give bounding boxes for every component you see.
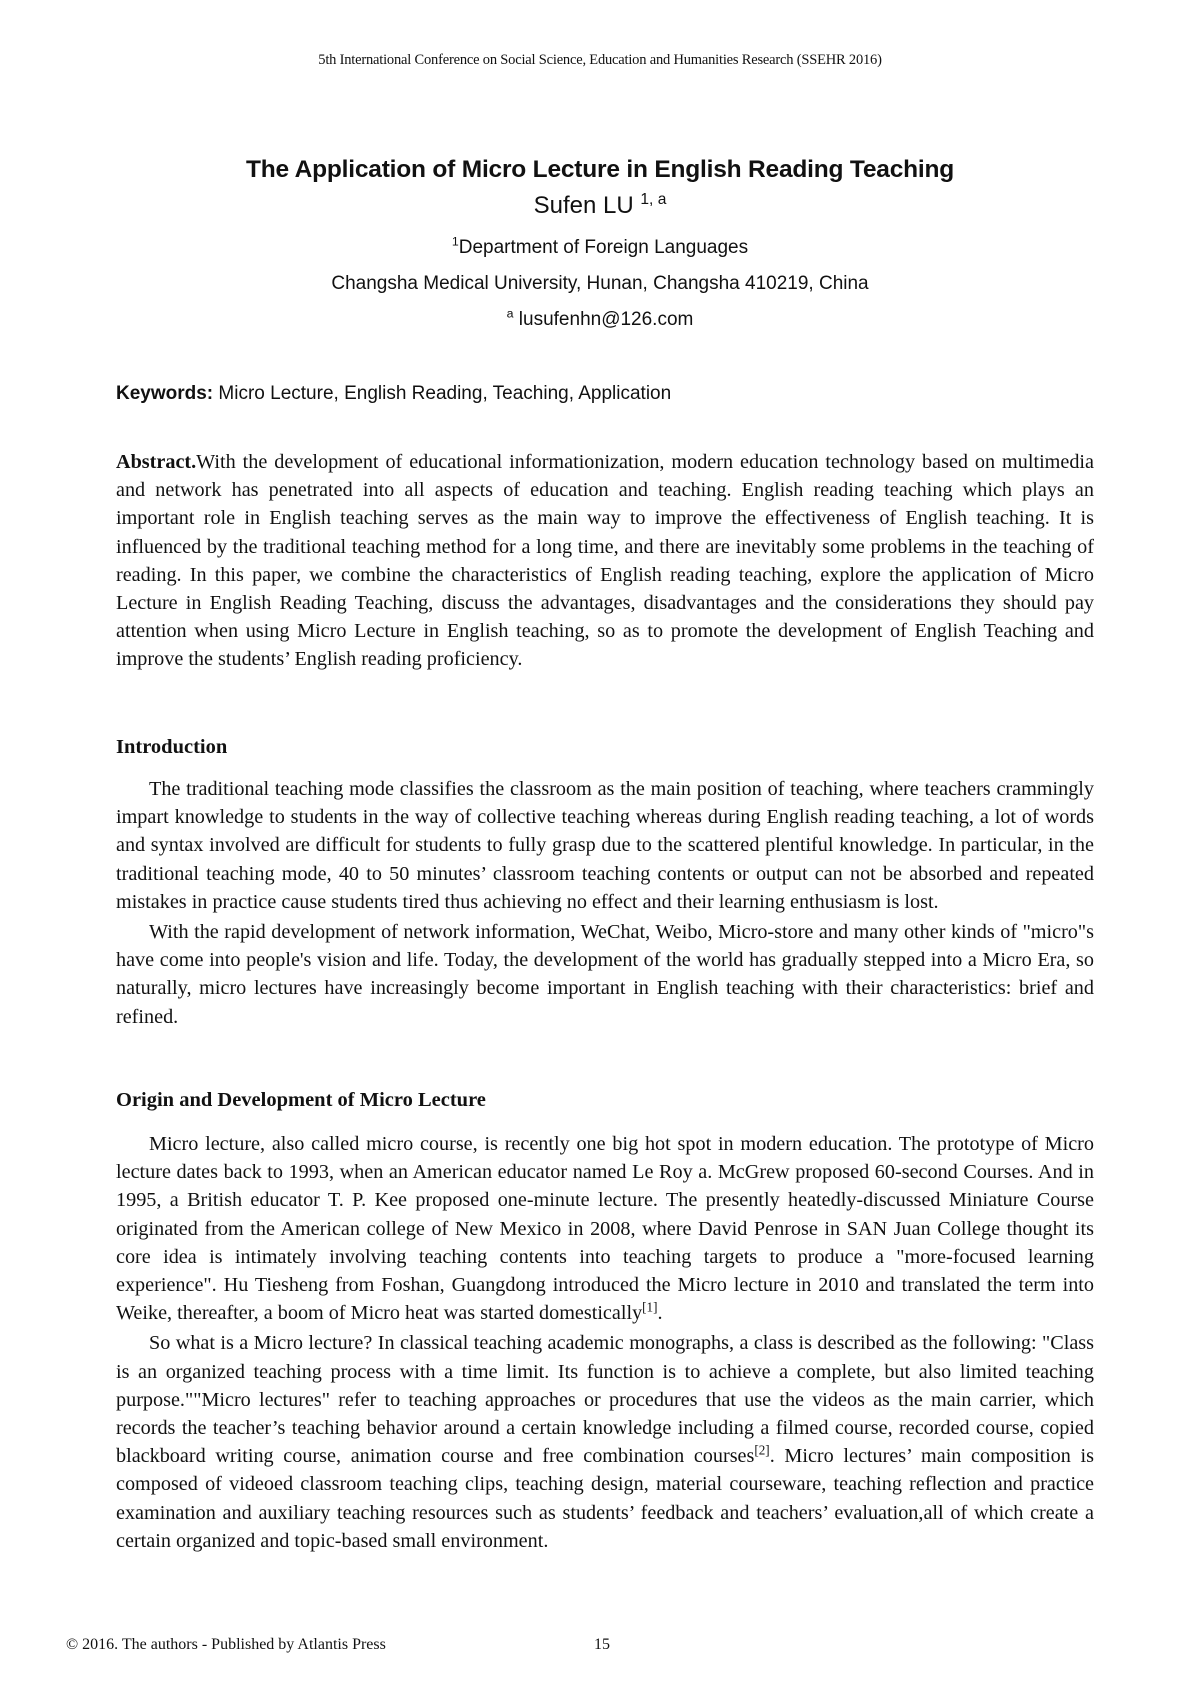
author-superscript: 1, a: [640, 191, 667, 208]
keywords: [116, 383, 671, 405]
affiliation: [0, 230, 1200, 338]
abstract: [116, 448, 1094, 674]
section-origin: [116, 1130, 1094, 1555]
paragraph-text: Micro lecture, also called micro course, is recently one big hot spot in modern education. The prototype of Micro lecture dates back to 1993, when an American educator named Le Roy a. McGrew proposed 60-second Courses. And in 1995, a British educator T. P. Kee proposed one-minute lecture. The presently heatedly-discussed Miniature Course originated from the American college of New Mexico in 2008, where David Penrose in SAN Juan College thought its core idea is intimately involving teaching contents into teaching targets to produce a "more-focused learning experience". Hu Tiesheng from Foshan, Guangdong introduced the Micro lecture in 2010 and translated the term into Weike, thereafter, a boom of Micro heat was started domestically: [116, 1133, 1094, 1325]
paragraph: [116, 1329, 1094, 1555]
title-block: [0, 156, 1200, 338]
section-heading-origin: Origin and Development of Micro Lecture: [116, 1089, 486, 1111]
abstract-text: With the development of educational informationization, modern education technology based on multimedia and network has penetrated into all aspects of education and teaching. English reading teaching which plays an important role in English teaching serves as the main way to improve the effectiveness of English teaching. It is influenced by the traditional teaching method for a long time, and there are inevitably some problems in the teaching of reading. In this paper, we combine the characteristics of English reading teaching, explore the application of Micro Lecture in English Reading Teaching, discuss the advantages, disadvantages and the considerations they should pay attention when using Micro Lecture in English teaching, so as to promote the development of English Teaching and improve the students’ English reading proficiency.: [116, 451, 1094, 671]
paragraph-text: So what is a Micro lecture? In classical teaching academic monographs, a class is described as the following: "Class is an organized teaching process with a time limit. Its function is to achieve a complete, but also limited teaching purpose.""Micro lectures" refer to teaching approaches or procedures that use the videos as the main carrier, which records the teacher’s teaching behavior around a certain knowledge including a filmed course, recorded course, copied blackboard writing course, animation course and free combination courses: [116, 1332, 1094, 1468]
page-number: 15: [594, 1636, 610, 1653]
affiliation-email: [0, 302, 1200, 338]
email-superscript: a: [506, 306, 514, 321]
abstract-label: Abstract.: [116, 451, 197, 473]
paragraph: [116, 1130, 1094, 1327]
footer-copyright: © 2016. The authors - Published by Atlantis Press: [66, 1636, 386, 1653]
paragraph-text: . Micro lectures’ main composition is composed of videoed classroom teaching clips, teaching design, material courseware, teaching reflection and practice examination and auxiliary teaching resources such as students’ feedback and teachers’ evaluation,all of which create a certain organized and topic-based small environment.: [116, 1445, 1094, 1552]
section-heading-introduction: Introduction: [116, 736, 228, 758]
author-line: [0, 192, 1200, 220]
affiliation-superscript: 1: [451, 234, 459, 249]
email-address: lusufenhn@126.com: [518, 309, 694, 330]
citation-ref: [1]: [642, 1299, 658, 1315]
affiliation-department: [0, 230, 1200, 266]
citation-ref: [2]: [754, 1442, 770, 1458]
paper-title: The Application of Micro Lecture in English Reading Teaching: [245, 156, 955, 183]
paragraph-end: .: [657, 1302, 663, 1325]
keywords-text: Micro Lecture, English Reading, Teaching, Application: [218, 383, 672, 404]
author-name: Sufen LU: [533, 192, 634, 219]
keywords-label: Keywords:: [116, 383, 214, 404]
section-introduction: [116, 775, 1094, 1031]
paragraph: The traditional teaching mode classifies the classroom as the main position of teaching, where teachers crammingly impart knowledge to students in the way of collective teaching whereas during English reading teaching, a lot of words and syntax involved are difficult for students to fully grasp due to the scattered plentiful knowledge. In particular, in the traditional teaching mode, 40 to 50 minutes’ classroom teaching contents or output can not be absorbed and repeated mistakes in practice cause students tired thus achieving no effect and their learning enthusiasm is lost.: [116, 778, 1094, 913]
affiliation-university: Changsha Medical University, Hunan, Changsha 410219, China: [331, 273, 869, 294]
running-header: 5th International Conference on Social Science, Education and Humanities Research (SSEHR 2016): [318, 52, 882, 68]
department-name: Department of Foreign Languages: [458, 237, 749, 258]
paragraph: With the rapid development of network information, WeChat, Weibo, Micro-store and many other kinds of "micro"s have come into people's vision and life. Today, the development of the world has gradually stepped into a Micro Era, so naturally, micro lectures have increasingly become important in English teaching with their characteristics: brief and refined.: [116, 921, 1094, 1028]
